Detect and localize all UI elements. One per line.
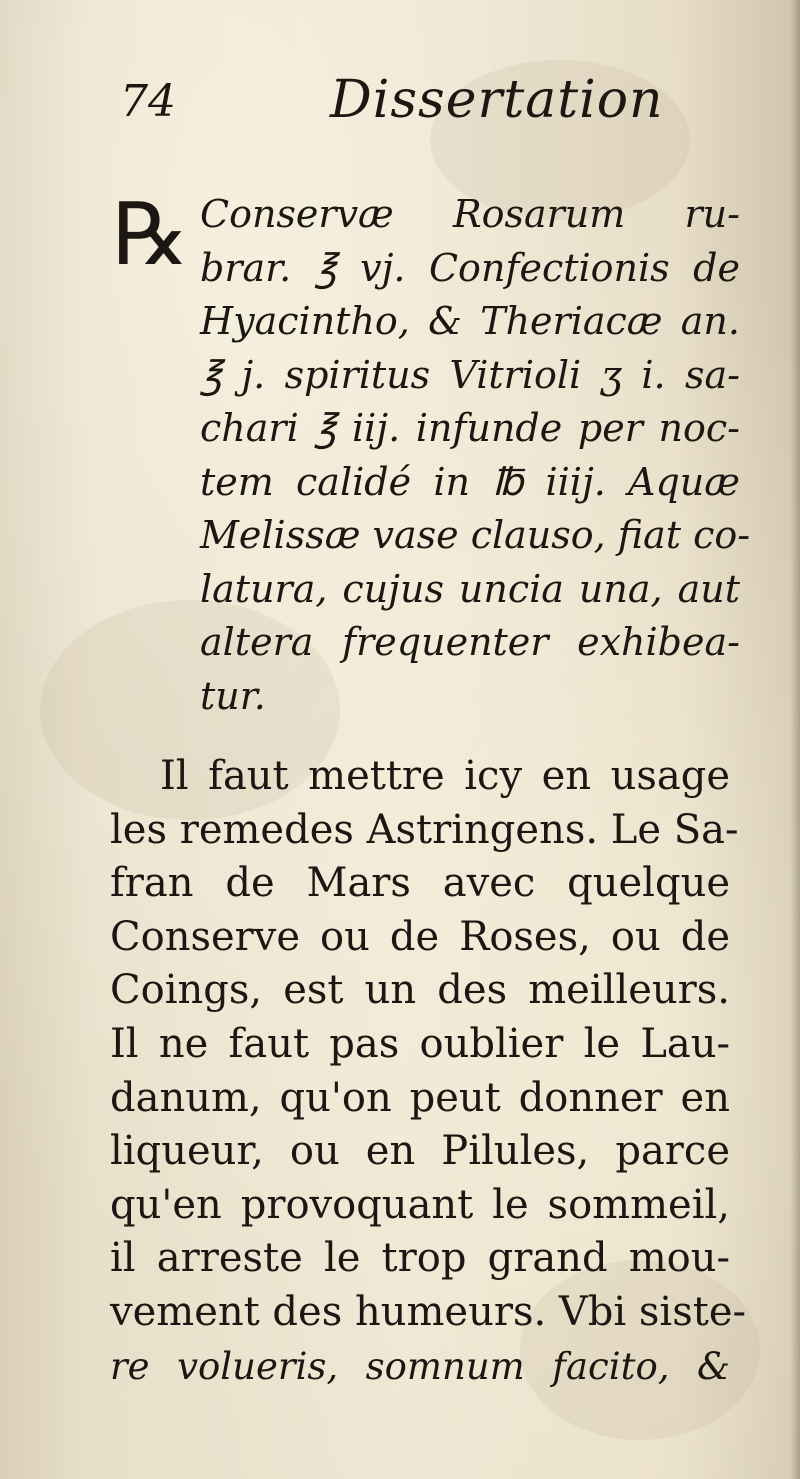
body-line: Il ne faut pas oublier le Lau-	[110, 1020, 730, 1067]
body-paragraph	[110, 750, 747, 1393]
body-line: vement des humeurs. Vbi siste-	[110, 1288, 747, 1335]
body-line-latin: re volueris, somnum facito, &	[110, 1344, 730, 1388]
recipe-block	[200, 188, 751, 723]
recipe-line: tur.	[200, 673, 266, 718]
recipe-line: altera frequenter exhibea-	[200, 620, 740, 664]
page-number: 74	[120, 76, 176, 127]
recipe-line: ℥ j. spiritus Vitrioli ʒ i. sa-	[200, 352, 740, 397]
recipe-line: Hyacintho, & Theriacæ an.	[200, 299, 740, 343]
recipe-line: brar. ℥ vj. Confectionis de	[200, 245, 740, 290]
body-line: fran de Mars avec quelque	[110, 860, 730, 907]
recipe-symbol: ℞	[112, 185, 190, 285]
recipe-line: Conservæ Rosarum ru-	[200, 192, 740, 236]
recipe-line: tem calidé in ℔ iiij. Aquæ	[200, 459, 740, 504]
body-line: Coings, est un des meilleurs.	[110, 967, 730, 1014]
body-line: qu'en provoquant le sommeil,	[110, 1181, 730, 1228]
recipe-line: chari ℥ iij. infunde per noc-	[200, 406, 740, 450]
body-line: les remedes Astringens. Le Sa-	[110, 806, 739, 853]
running-head: Dissertation	[330, 70, 664, 130]
body-line: il arreste le trop grand mou-	[110, 1235, 730, 1282]
body-line: danum, qu'on peut donner en	[110, 1074, 730, 1121]
recipe-line: Melissæ vase clauso, fiat co-	[200, 513, 751, 557]
page-header	[120, 70, 680, 140]
page-edge-shadow	[790, 0, 800, 1479]
body-line: liqueur, ou en Pilules, parce	[110, 1128, 730, 1175]
recipe-line: latura, cujus uncia una, aut	[200, 566, 740, 611]
body-line: Il faut mettre icy en usage	[160, 753, 730, 799]
body-line: Conserve ou de Roses, ou de	[110, 913, 730, 960]
